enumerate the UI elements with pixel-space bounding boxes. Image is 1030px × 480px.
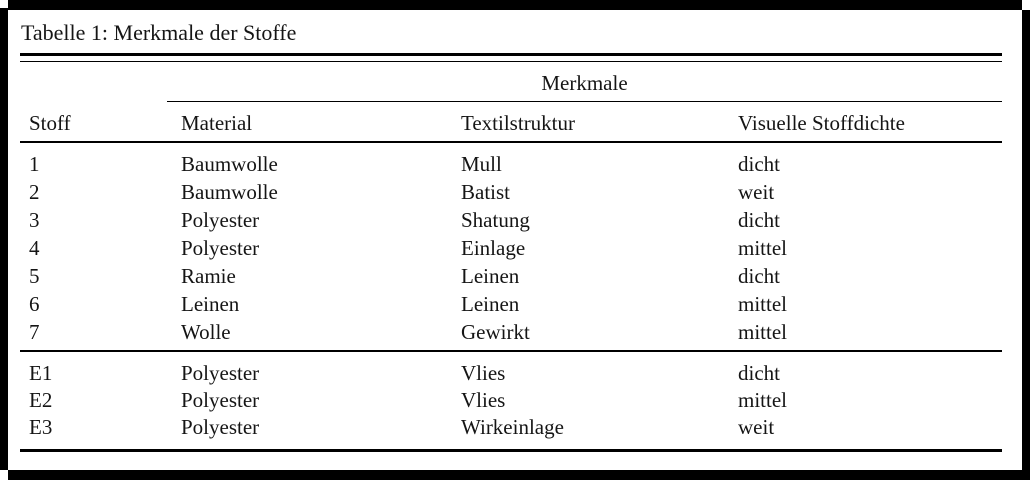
- column-header-material: Material: [181, 110, 253, 135]
- frame-left-bar: [0, 8, 8, 470]
- table-cell: 4: [29, 235, 40, 260]
- table-cell: 7: [29, 319, 40, 344]
- table-row: [20, 290, 1002, 318]
- table-cell: Shatung: [461, 207, 530, 232]
- table-cell: 3: [29, 207, 40, 232]
- table-cell: 5: [29, 263, 40, 288]
- column-header-textilstruktur: Textilstruktur: [461, 110, 576, 135]
- table-cell: Leinen: [461, 291, 520, 316]
- table-cell: Wirkeinlage: [461, 415, 564, 439]
- frame-right-bar: [1022, 10, 1030, 470]
- midrule-before-extra-rows: [20, 350, 1002, 352]
- table-cell: Baumwolle: [181, 151, 278, 176]
- table-cell: Polyester: [181, 235, 260, 260]
- table-cell: Baumwolle: [181, 179, 278, 204]
- table-cell: 1: [29, 151, 40, 176]
- table-cell: Mull: [461, 151, 502, 176]
- midrule-under-header: [20, 141, 1002, 143]
- column-header-stoffdichte: Visuelle Stoffdichte: [738, 110, 905, 135]
- table-cell: dicht: [738, 207, 780, 232]
- table-cell: E2: [29, 388, 53, 412]
- table-row: [20, 360, 1002, 387]
- table-cell: E1: [29, 361, 53, 385]
- table-cell: Gewirkt: [461, 319, 530, 344]
- column-header-stoff: Stoff: [29, 110, 71, 135]
- table-cell: Polyester: [181, 415, 260, 439]
- table-cell: 2: [29, 179, 40, 204]
- group-header-merkmale: Merkmale: [541, 71, 628, 95]
- cmidrule-merkmale: [167, 101, 1002, 102]
- table-cell: Leinen: [461, 263, 520, 288]
- table-cell: Ramie: [181, 263, 236, 288]
- table-cell: weit: [738, 179, 775, 204]
- table-cell: Vlies: [461, 361, 506, 385]
- table-cell: dicht: [738, 151, 780, 176]
- table-cell: Wolle: [181, 319, 231, 344]
- bottomrule: [20, 449, 1002, 452]
- table-cell: Polyester: [181, 361, 260, 385]
- table-cell: weit: [738, 415, 775, 439]
- table-cell: Vlies: [461, 388, 506, 412]
- frame-bottom-bar: [8, 470, 1030, 480]
- table-cell: mittel: [738, 319, 787, 344]
- table-cell: E3: [29, 415, 53, 439]
- table-cell: Polyester: [181, 388, 260, 412]
- table-row: [20, 178, 1002, 206]
- table-cell: dicht: [738, 263, 780, 288]
- table-row: [20, 387, 1002, 414]
- table-cell: dicht: [738, 361, 780, 385]
- table-cell: Einlage: [461, 235, 526, 260]
- table-row: [20, 318, 1002, 346]
- toprule-thick: [20, 53, 1002, 56]
- table-row: [20, 234, 1002, 262]
- table-cell: 6: [29, 291, 40, 316]
- table-cell: mittel: [738, 388, 787, 412]
- table-cell: Batist: [461, 179, 511, 204]
- table-body-main: [20, 150, 1002, 346]
- table-row: [20, 262, 1002, 290]
- table-row: [20, 414, 1002, 441]
- table-row: [20, 150, 1002, 178]
- toprule-thin: [20, 61, 1002, 62]
- table-cell: Polyester: [181, 207, 260, 232]
- table-cell: mittel: [738, 291, 787, 316]
- table-cell: Leinen: [181, 291, 240, 316]
- table-header-row: [20, 110, 1002, 136]
- table-caption: Tabelle 1: Merkmale der Stoffe: [21, 20, 297, 45]
- table-row: [20, 206, 1002, 234]
- frame-top-bar: [8, 0, 1022, 10]
- table-cell: mittel: [738, 235, 787, 260]
- table-body-extra: [20, 360, 1002, 441]
